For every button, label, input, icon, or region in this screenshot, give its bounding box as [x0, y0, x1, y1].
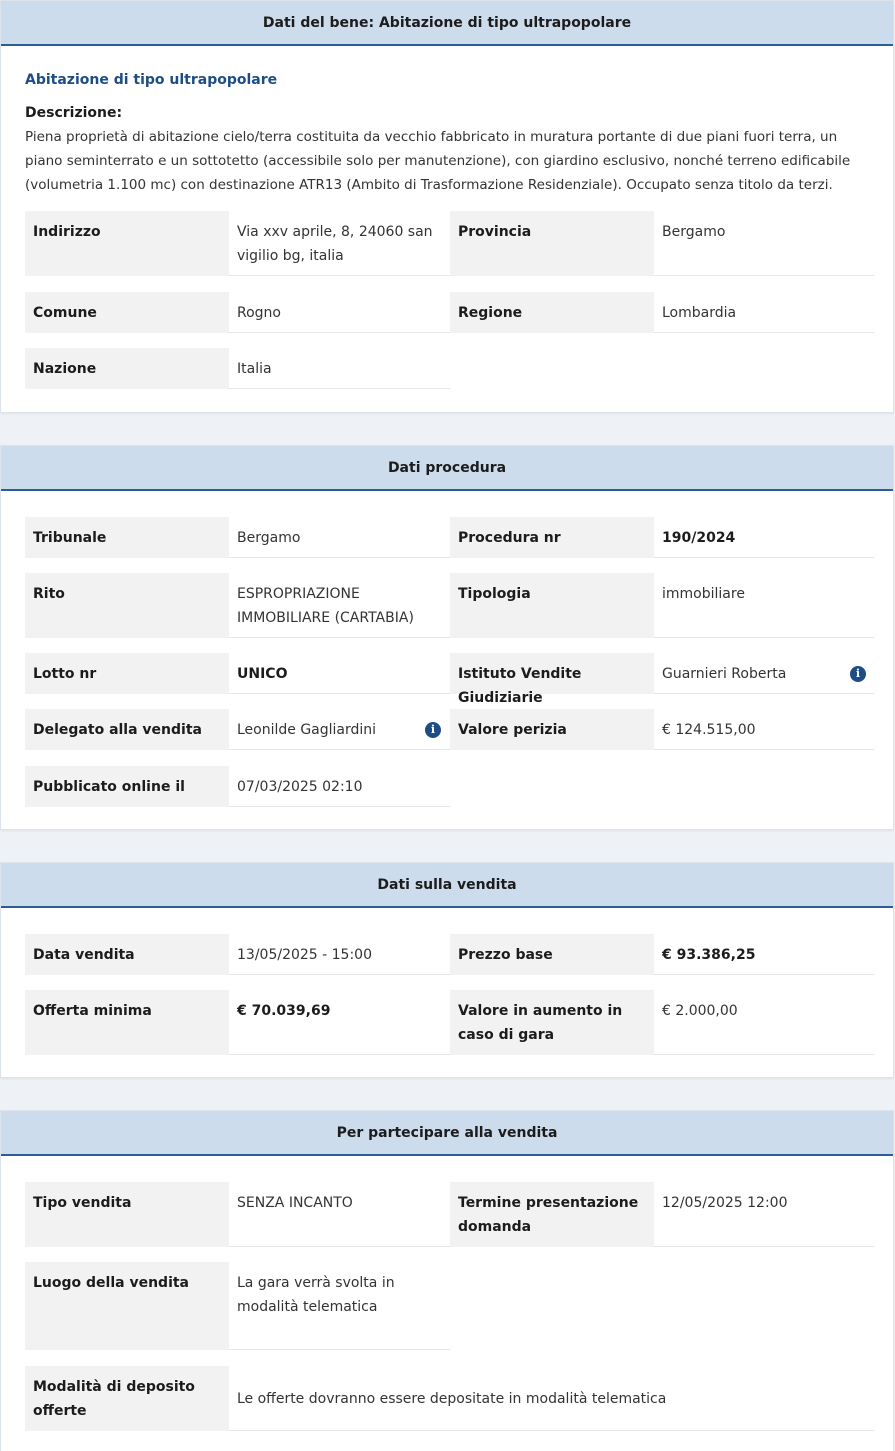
- card-dati-procedura: [0, 445, 894, 830]
- valore-aumento-label: Valore in aumento in caso di gara: [450, 990, 654, 1055]
- offerta-minima-label: Offerta minima: [25, 990, 229, 1055]
- tipo-vendita-label: Tipo vendita: [25, 1182, 229, 1247]
- valore-perizia-value: € 124.515,00: [654, 709, 874, 750]
- valore-perizia-label: Valore perizia: [450, 709, 654, 750]
- indirizzo-label: Indirizzo: [25, 211, 229, 276]
- prezzo-base-value: € 93.386,25: [654, 934, 874, 975]
- card-header-dati-vendita: Dati sulla vendita: [1, 863, 893, 908]
- bene-subtitle: Abitazione di tipo ultrapopolare: [25, 72, 278, 88]
- regione-value: Lombardia: [654, 292, 874, 333]
- card-header-partecipare: Per partecipare alla vendita: [1, 1111, 893, 1156]
- procedura-value: 190/2024: [654, 517, 874, 558]
- card-dati-vendita: [0, 862, 894, 1078]
- prezzo-base-label: Prezzo base: [450, 934, 654, 975]
- indirizzo-value: Via xxv aprile, 8, 24060 san vigilio bg, italia: [229, 211, 450, 276]
- lotto-label: Lotto nr: [25, 653, 229, 694]
- valore-aumento-value: € 2.000,00: [654, 990, 874, 1055]
- pubblicato-value: 07/03/2025 02:10: [229, 766, 450, 807]
- info-icon[interactable]: i: [850, 666, 866, 682]
- nazione-label: Nazione: [25, 348, 229, 389]
- luogo-label: Luogo della vendita: [25, 1262, 229, 1350]
- comune-label: Comune: [25, 292, 229, 333]
- card-partecipare: [0, 1110, 894, 1451]
- info-icon[interactable]: i: [425, 722, 441, 738]
- rito-label: Rito: [25, 573, 229, 638]
- istituto-value: Guarnieri Roberta: [654, 653, 874, 694]
- deposito-label: Modalità di deposito offerte: [25, 1366, 229, 1431]
- description-label: Descrizione:: [25, 105, 123, 121]
- pubblicato-label: Pubblicato online il: [25, 766, 229, 807]
- deposito-value: Le offerte dovranno essere depositate in modalità telematica: [229, 1366, 874, 1431]
- delegato-value: Leonilde Gagliardini: [229, 709, 450, 750]
- tipologia-label: Tipologia: [450, 573, 654, 638]
- procedura-label: Procedura nr: [450, 517, 654, 558]
- tribunale-label: Tribunale: [25, 517, 229, 558]
- card-header-dati-bene: Dati del bene: Abitazione di tipo ultrapopolare: [1, 1, 893, 46]
- lotto-value: UNICO: [229, 653, 450, 694]
- rito-value: ESPROPRIAZIONE IMMOBILIARE (CARTABIA): [229, 573, 450, 638]
- card-header-dati-procedura: Dati procedura: [1, 446, 893, 491]
- tipo-vendita-value: SENZA INCANTO: [229, 1182, 450, 1247]
- termine-value: 12/05/2025 12:00: [654, 1182, 874, 1247]
- istituto-label: Istituto Vendite Giudiziarie: [450, 653, 654, 694]
- data-vendita-value: 13/05/2025 - 15:00: [229, 934, 450, 975]
- termine-label: Termine presentazione domanda: [450, 1182, 654, 1247]
- card-dati-bene: [0, 0, 894, 413]
- provincia-label: Provincia: [450, 211, 654, 276]
- tribunale-value: Bergamo: [229, 517, 450, 558]
- description-text: Piena proprietà di abitazione cielo/terra costituita da vecchio fabbricato in muratura portante di due piani fuori terra, un piano seminterrato e un sottotetto (accessibile solo per manutenzione), con giardino esclusivo, nonché terreno edificabile (volumetria 1.100 mc) con destinazione ATR13 (Ambito di Trasformazione Residenziale). Occupato senza titolo da terzi.: [25, 129, 851, 193]
- luogo-value: La gara verrà svolta in modalità telematica: [229, 1262, 450, 1350]
- nazione-value: Italia: [229, 348, 450, 389]
- regione-label: Regione: [450, 292, 654, 333]
- comune-value: Rogno: [229, 292, 450, 333]
- tipologia-value: immobiliare: [654, 573, 874, 638]
- offerta-minima-value: € 70.039,69: [229, 990, 450, 1055]
- data-vendita-label: Data vendita: [25, 934, 229, 975]
- provincia-value: Bergamo: [654, 211, 874, 276]
- delegato-label: Delegato alla vendita: [25, 709, 229, 750]
